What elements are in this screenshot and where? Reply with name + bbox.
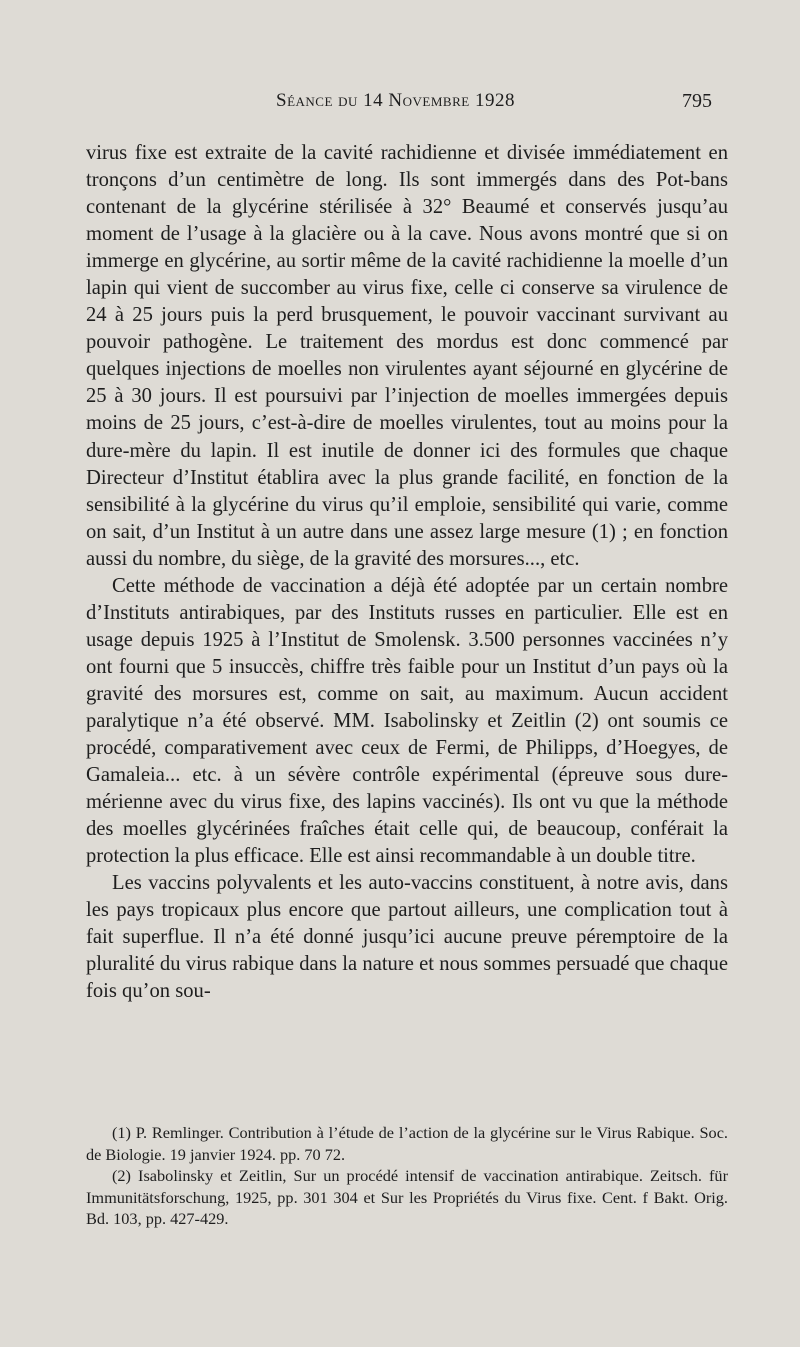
footnote: (2) Isabolinsky et Zeitlin, Sur un procédé intensif de vaccination antirabique. Zeitsch. für Immunitätsforschung, 1925, pp. 301 304 et Sur les Propriétés du Virus fixe. Cent. f Bakt. Orig. Bd. 103, pp. 427-429. [86, 1166, 728, 1228]
page-header [86, 90, 712, 120]
paragraph: Cette méthode de vaccination a déjà été adoptée par un certain nombre d’Instituts antirabiques, par des Instituts russes en particulier. Elle est en usage depuis 1925 à l’Institut de Smolensk. 3.500 personnes vaccinées n’y ont fourni que 5 insuccès, chiffre très faible pour un Institut d’un pays où la gravité des morsures est, comme on sait, au maximum. Aucun accident paralytique n’a été observé. MM. Isabolinsky et Zeitlin (2) ont soumis ce procédé, comparativement avec ceux de Fermi, de Philipps, d’Hoegyes, de Gamaleia... etc. à un sévère contrôle expérimental (épreuve sous dure-mérienne avec du virus fixe, des lapins vaccinés). Ils ont vu que la méthode des moelles glycérinées fraîches était celle qui, de beaucoup, conférait la protection la plus efficace. Elle est ainsi recommandable à un double titre. [86, 574, 728, 868]
footnotes [86, 1122, 728, 1230]
page-number: 795 [682, 90, 712, 112]
paragraph: Les vaccins polyvalents et les auto-vaccins constituent, à notre avis, dans les pays tropicaux plus encore que partout ailleurs, une complication tout à fait superflue. Il n’a été donné jusqu’ici aucune preuve péremptoire de la pluralité du virus rabique dans la nature et nous sommes persuadé que chaque fois qu’on sou- [86, 872, 728, 1003]
footnote: (1) P. Remlinger. Contribution à l’étude de l’action de la glycérine sur le Virus Rabique. Soc. de Biologie. 19 janvier 1924. pp. 70 72. [86, 1123, 728, 1164]
body-text [86, 140, 728, 1006]
paragraph: virus fixe est extraite de la cavité rachidienne et divisée immédiatement en tronçons d’un centimètre de long. Ils sont immergés dans des Pot-bans contenant de la glycérine stérilisée à 32° Beaumé et conservés jusqu’au moment de l’usage à la glacière ou à la cave. Nous avons montré que si on immerge en glycérine, au sortir même de la cavité rachidienne la moelle d’un lapin qui vient de succomber au virus fixe, celle ci conserve sa virulence de 24 à 25 jours puis la perd brusquement, le pouvoir vaccinant survivant au pouvoir pathogène. Le traitement des mordus est donc commencé par quelques injections de moelles non virulentes ayant séjourné en glycérine de 25 à 30 jours. Il est poursuivi par l’injection de moelles immergées depuis moins de 25 jours, c’est-à-dire de moelles virulentes, tout au moins pour la dure-mère du lapin. Il est inutile de donner ici des formules que chaque Directeur d’Institut établira avec la plus grande facilité, en fonction de la sensibilité à la glycérine du virus qu’il emploie, sensibilité qui varie, comme on sait, d’un Institut à un autre dans une assez large mesure (1) ; en fonction aussi du nombre, du siège, de la gravité des morsures..., etc. [86, 142, 728, 570]
running-title: Séance du 14 Novembre 1928 [276, 90, 515, 111]
